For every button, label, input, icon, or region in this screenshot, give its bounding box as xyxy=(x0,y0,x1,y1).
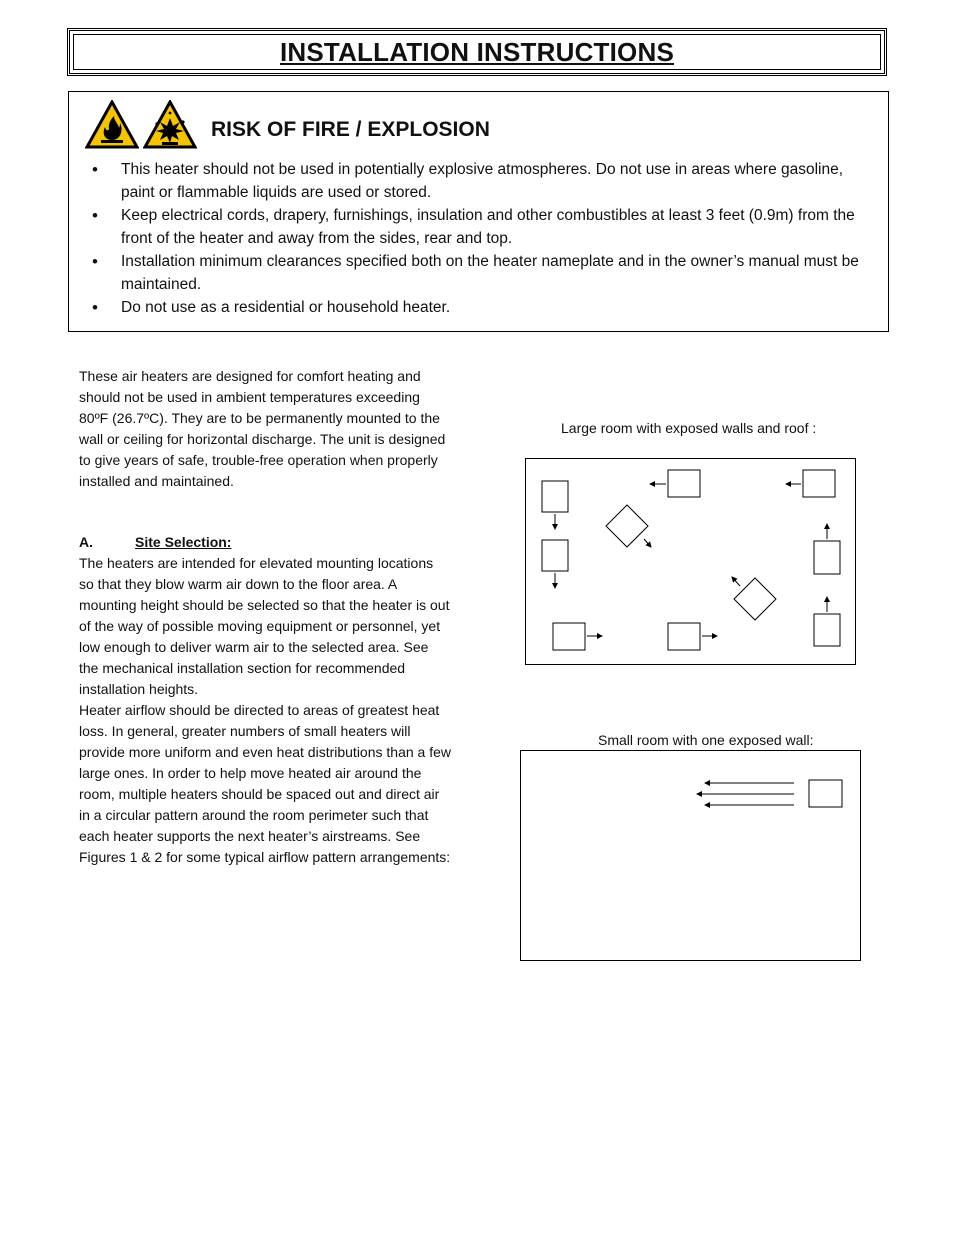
warning-list xyxy=(89,158,869,319)
heater-unit xyxy=(542,540,568,571)
warning-icons xyxy=(85,100,197,150)
page-title: INSTALLATION INSTRUCTIONS xyxy=(279,36,674,67)
heater-unit xyxy=(542,481,568,512)
warning-bullet: • Installation minimum clearances specified both on the heater nameplate and in the owner’s manual must be maintained. xyxy=(89,250,869,296)
site-selection-paragraph-1: The heaters are intended for elevated mounting locations so that they blow warm air down to the floor area. A mounting height should be selected so that the heater is out of the way of possible moving equipment or personnel, yet low enough to deliver warm air to the selected area. See the mechanical installation section for recommended installation heights. xyxy=(79,555,450,697)
flammable-hazard-icon xyxy=(85,100,139,150)
small-room-caption: Small room with one exposed wall: xyxy=(598,732,814,748)
warning-heading: RISK OF FIRE / EXPLOSION xyxy=(211,118,490,141)
warning-bullet: • Do not use as a residential or household heater. xyxy=(89,296,869,319)
heater-unit xyxy=(734,578,776,620)
heater-unit xyxy=(814,614,840,646)
heater-unit xyxy=(809,780,842,807)
intro-paragraph: These air heaters are designed for comfort heating and should not be used in ambient temperatures exceeding 80ºF (26.7ºC). They are to be permanently mounted to the wall or ceiling for horizontal discharge. The unit is designed to give years of safe, trouble-free operation when properly installed and maintained. xyxy=(79,368,446,489)
heater-unit xyxy=(553,623,585,650)
heater-unit xyxy=(668,623,700,650)
large-room-caption: Large room with exposed walls and roof : xyxy=(561,420,817,436)
small-room-diagram xyxy=(520,750,861,961)
section-heading xyxy=(79,532,451,553)
title-box xyxy=(67,28,887,76)
section-title: Site Selection: xyxy=(135,534,232,550)
heater-unit xyxy=(803,470,835,497)
large-room-airflow-drawing xyxy=(526,459,857,666)
section-letter: A. xyxy=(79,534,93,550)
small-room-airflow-drawing xyxy=(521,751,862,962)
warning-bullet: • Keep electrical cords, drapery, furnishings, insulation and other combustibles at least 3 feet (0.9m) from the front of the heater and away from the sides, rear and top. xyxy=(89,204,869,250)
explosive-hazard-icon xyxy=(143,100,197,150)
large-room-diagram xyxy=(525,458,856,665)
site-selection-section xyxy=(79,532,451,868)
heater-unit xyxy=(814,541,840,574)
heater-unit xyxy=(668,470,700,497)
warning-box xyxy=(68,91,889,332)
warning-bullet: • This heater should not be used in potentially explosive atmospheres. Do not use in areas where gasoline, paint or flammable liquids are used or stored. xyxy=(89,158,869,204)
site-selection-paragraph-2: Heater airflow should be directed to areas of greatest heat loss. In general, greater numbers of small heaters will provide more uniform and even heat distributions than a few large ones. In order to help move heated air around the room, multiple heaters should be spaced out and direct air in a circular pattern around the room perimeter such that each heater supports the next heater’s airstreams. See Figures 1 & 2 for some typical airflow pattern arrangements: xyxy=(79,702,451,865)
heater-unit xyxy=(606,505,648,547)
